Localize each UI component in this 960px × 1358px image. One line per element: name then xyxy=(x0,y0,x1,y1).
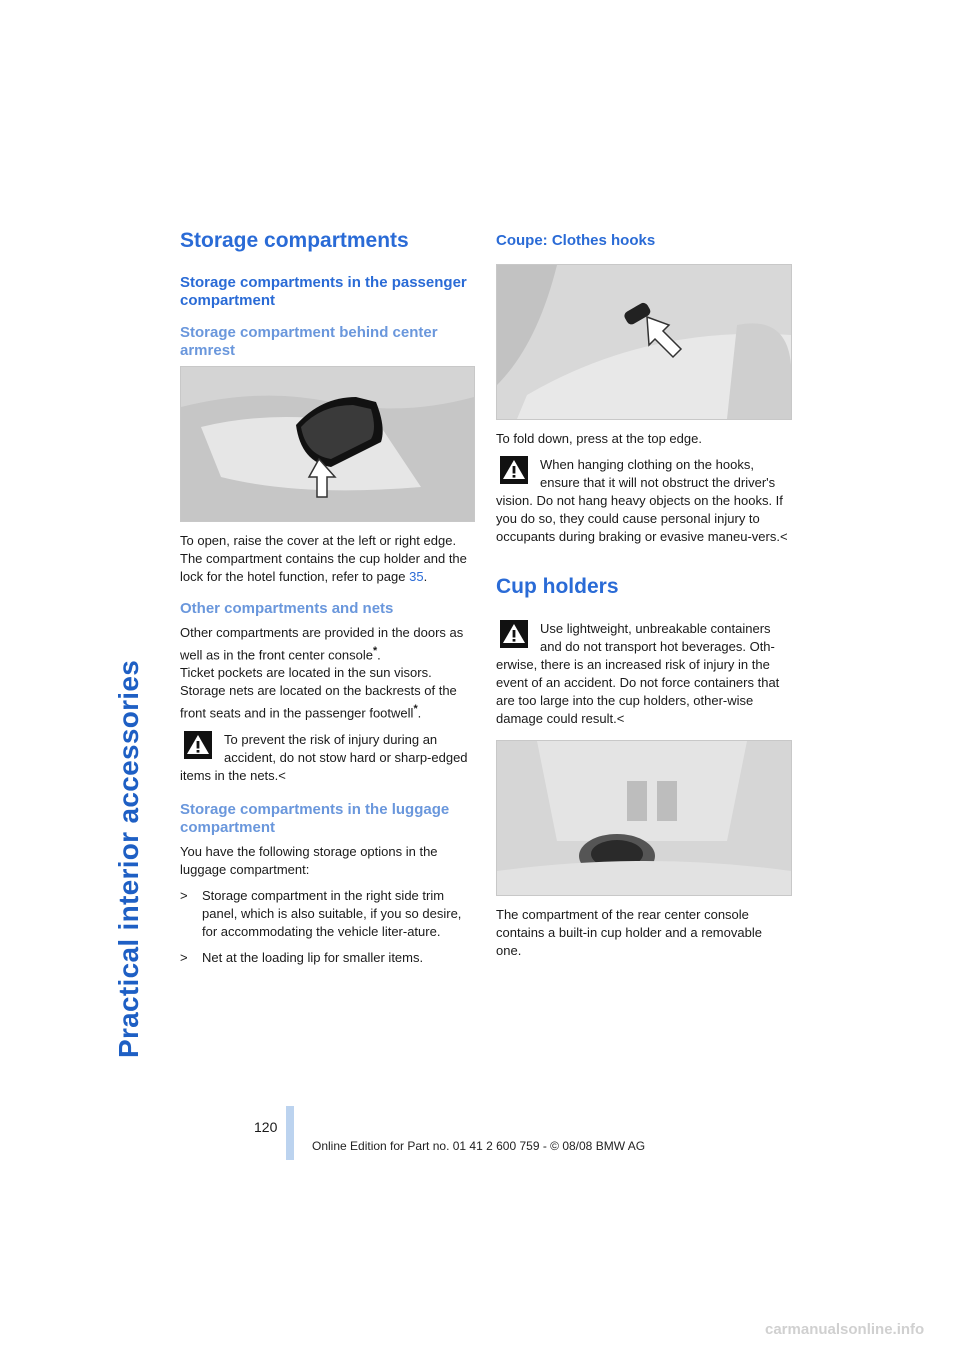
list-item: > Storage compartment in the right side trim panel, which is also suitable, if you so desire, for accommodating the vehicle liter-ature. xyxy=(180,887,462,939)
warning-hooks: When hanging clothing on the hooks, ensure that it will not obstruct the driver's vision. Do not hang heavy objects on the hooks. If you do so, they could cause personal injury to occupants during braking or evasive maneu-vers.< xyxy=(496,457,788,544)
heading-other-compartments: Other compartments and nets xyxy=(180,600,394,617)
left-column xyxy=(180,228,473,975)
warning-nets: To prevent the risk of injury during an accident, do not stow hard or sharp-edged items in the nets.< xyxy=(180,731,468,783)
heading-behind-armrest: Storage compartment behind center armrest xyxy=(180,324,438,359)
footer-accent-bar xyxy=(286,1106,294,1160)
heading-passenger-compartment: Storage compartments in the passenger compartment xyxy=(180,274,467,309)
warning-triangle-icon xyxy=(500,456,528,484)
paragraph-rear-console: The compartment of the rear center console contains a built-in cup holder and a removable one. xyxy=(496,907,762,958)
paragraph-luggage: You have the following storage options in the luggage compartment: xyxy=(180,843,438,877)
heading-luggage-compartment: Storage compartments in the luggage compartment xyxy=(180,800,450,836)
page-number: 120 xyxy=(254,1119,278,1135)
clothes-hook-photo xyxy=(496,264,792,420)
heading-cup-holders: Cup holders xyxy=(496,575,619,598)
chapter-side-title: Practical interior accessories xyxy=(113,659,144,1058)
paragraph-fold-down: To fold down, press at the top edge. xyxy=(496,431,702,446)
cup-holder-photo xyxy=(496,740,792,896)
list-item: > Net at the loading lip for smaller items. xyxy=(180,949,424,965)
warning-triangle-icon xyxy=(500,620,528,648)
heading-storage-compartments: Storage compartments xyxy=(180,229,409,252)
page-link-35[interactable]: 35 xyxy=(409,569,424,584)
armrest-photo xyxy=(180,366,475,522)
warning-triangle-icon xyxy=(184,731,212,759)
paragraph-other-3: Storage nets are located on the backrests of the front seats and in the passenger footwell*. xyxy=(180,683,457,721)
right-column xyxy=(496,228,790,968)
paragraph-other-2: Ticket pockets are located in the sun visors. xyxy=(180,665,432,681)
heading-clothes-hooks: Coupe: Clothes hooks xyxy=(496,232,656,249)
paragraph-other-1: Other compartments are provided in the doors as well as in the front center console*. xyxy=(180,625,464,663)
warning-cup-holders: Use lightweight, unbreakable containers and do not transport hot beverages. Oth-erwise, there is an increased risk of injury in the event of an accident. Do not force containers that are too large into the cup holders, other-wise damage could result.< xyxy=(496,621,780,726)
paragraph-open-cover: To open, raise the cover at the left or right edge. The compartment contains the cup holder and the lock for the hotel function, refer to page 35. xyxy=(180,533,467,584)
footer-edition: Online Edition for Part no. 01 41 2 600 759 - © 08/08 BMW AG xyxy=(312,1139,646,1153)
watermark: carmanualsonline.info xyxy=(765,1321,925,1338)
